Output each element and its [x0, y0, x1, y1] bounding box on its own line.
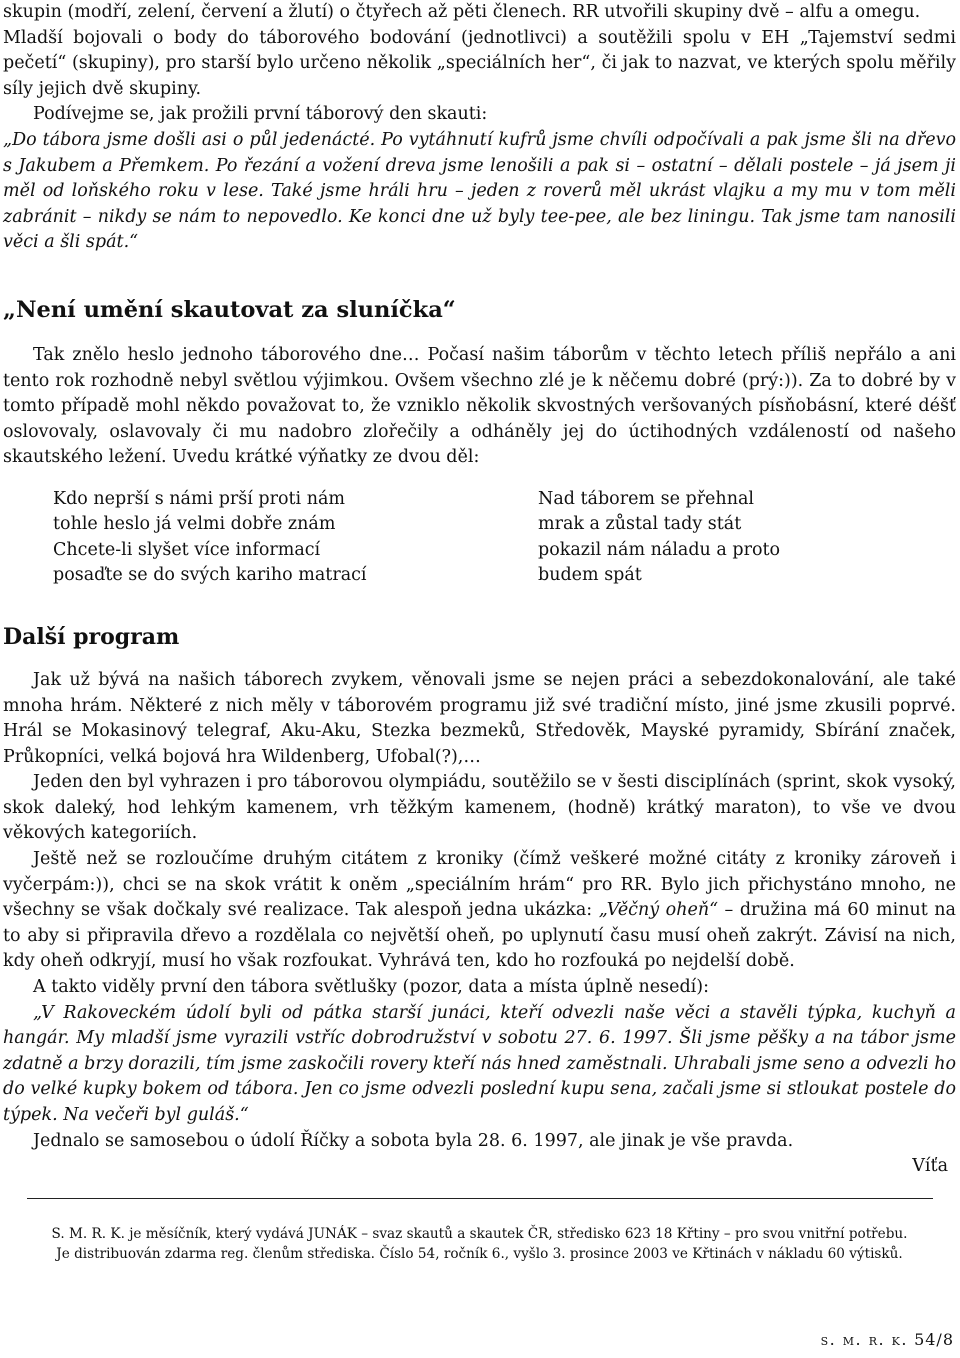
poem-line: posaďte se do svých kariho matrací	[53, 565, 367, 586]
page-number-value: 54/8	[914, 1330, 954, 1349]
poem-line: Chcete-li slyšet více informací	[53, 539, 321, 560]
special-games-text-rest: – družina má 60 minut na to aby si připravila dřevo a rozdělala co největší oheň, po uplynutí času musí oheň zakrýt. Závisí na nich, kdy oheň odkryjí, musí ho však rozfoukat. Vyhrává ten, kdo ho rozfouká po nejdelší době.	[3, 900, 956, 972]
poem-line: tohle heslo já velmi dobře znám	[53, 514, 336, 535]
intro-lead: Podívejme se, jak prožili první táborový den skauti:	[33, 104, 488, 125]
author-signature: Víťa	[912, 1156, 948, 1177]
page-label: s. m. r. k.	[820, 1330, 908, 1349]
poem-left	[53, 487, 538, 589]
program-paragraph-special-games	[3, 847, 956, 975]
special-games-text: Ještě než se rozloučíme druhým citátem z kroniky (čímž veškeré možné citáty z kroniky zároveň i vyčerpám:)), chci se na skok vrátit k oněm „speciálním hrám“ pro RR. Bylo jich přichystáno mnoho, ne všechny se však dočkaly své realizace. Tak alespoň jedna ukázka:	[3, 849, 956, 921]
poem-line: pokazil nám náladu a proto	[538, 539, 781, 560]
intro-paragraph: Mladší bojovali o body do táborového bodování (jednotlivci) a soutěžili spolu v EH „Tajemství sedmi pečetí“ (skupiny), pro starší bylo určeno několik „speciálních her“, či jak to nazvat, ve kterých spolu měřily síly jejich dvě skupiny.	[3, 27, 956, 99]
poem-line: Nad táborem se přehnal	[538, 488, 754, 509]
page-content	[3, 0, 956, 1180]
footer-line: Je distribuován zdarma reg. členům střediska. Číslo 54, ročník 6., vyšlo 3. prosince 2003 ve Křtinách v nákladu 60 výtisků.	[56, 1246, 903, 1262]
poem-line: budem spát	[538, 565, 642, 586]
eternal-fire-title: „Věčný oheň“	[598, 900, 719, 921]
section-heading-program: Další program	[3, 623, 180, 650]
page-number	[821, 1327, 954, 1353]
intro-line: skupin (modří, zelení, červení a žlutí) o čtyřech až pěti členech. RR utvořili skupiny dvě – alfu a omegu.	[3, 2, 921, 22]
section-heading-sunshine: „Není umění skautovat za sluníčka“	[3, 296, 456, 323]
poems-block	[53, 487, 956, 589]
scout-quote: „Do tábora jsme došli asi o půl jedenácté. Po vytáhnutí kufrů jsme chvíli odpočívali a pak jsme šli na dřevo s Jakubem a Přemkem. Po řezání a vožení dreva jsme lenošili a pak si – ostatní – dělali postele – já jsem ji měl od loňského roku v lese. Také jsme hráli hru – jeden z roverů měl ukrást vlajku a my mu v tom měli zabránit – nikdy se nám to nepovedlo. Ke konci dne už byly tee-pee, ale bez liningu. Tak jsme tam nanosili věci a šli spát.“	[3, 129, 956, 253]
footer-line: S. M. R. K. je měsíčník, který vydává JUNÁK – svaz skautů a skautek ČR, středisko 623 18 Křtiny – pro svou vnitřní potřebu.	[51, 1226, 908, 1242]
section1-paragraph: Tak znělo heslo jednoho táborového dne… Počasí našim táborům v těchto letech příliš nepřálo a ani tento rok rozhodně nebyl světlou výjimkou. Ovšem všechno zlé je k něčemu dobré (prý:)). Za to dobré by v tomto případě mohl někdo považovat to, že vzniklo několik skvostných veršovaných písňobásní, které déšť oslovovaly, oslavovaly či mu nadobro zlořečily a odháněly jej do úctihodných vzdáleností od našeho skautského ležení. Uvedu krátké výňatky ze dvou děl:	[3, 344, 956, 468]
footer-divider	[27, 1198, 933, 1199]
program-paragraph-games: Jak už bývá na našich táborech zvykem, věnovali jsme se nejen práci a sebezdokonalování, ale také mnoha hrám. Některé z nich měly v táborovém programu již své tradiční místo, jiné jsme zkusili poprvé. Hrál se Mokasinový telegraf, Aku-Aku, Stezka bezmeků, Středověk, Mayské pyramidy, Sbírání značek, Průkopníci, velká bojová hra Wildenberg, Ufobal(?),…	[3, 669, 956, 767]
program-paragraph-glowworms: A takto viděly první den tábora světlušky (pozor, data a místa úplně nesedí):	[33, 977, 709, 998]
program-paragraph-closing: Jednalo se samosebou o údolí Říčky a sobota byla 28. 6. 1997, ale jinak je vše pravda.	[33, 1130, 794, 1151]
poem-right	[538, 487, 780, 589]
glowworm-quote: „V Rakoveckém údolí byli od pátka starší junáci, kteří odvezli naše věci a stavěli týpka, kuchyň a hangár. My mladší jsme vyrazili vstříc dobrodružství v sobotu 27. 6. 1997. Šli jsme pěšky a na tábor jsme zdatně a brzy dorazili, tím jsme zaskočili rovery kteří nás hned zaměstnali. Uhrabali jsme seno a odvezli ho do velké kupky bokem od tábora. Jen co jsme odvezli poslední kupu sena, začali jsme si stloukat postele do týpek. Na večeři byl guláš.“	[3, 1002, 956, 1125]
program-paragraph-olympics: Jeden den byl vyhrazen i pro táborovou olympiádu, soutěžilo se v šesti disciplínách (sprint, skok vysoký, skok daleký, hod lehkým kamenem, vrh těžkým kamenem, (hodně) krátký maraton), to vše ve dvou věkových kategoriích.	[3, 772, 956, 844]
poem-line: Kdo neprší s námi prší proti nám	[53, 488, 346, 509]
poem-line: mrak a zůstal tady stát	[538, 514, 742, 535]
